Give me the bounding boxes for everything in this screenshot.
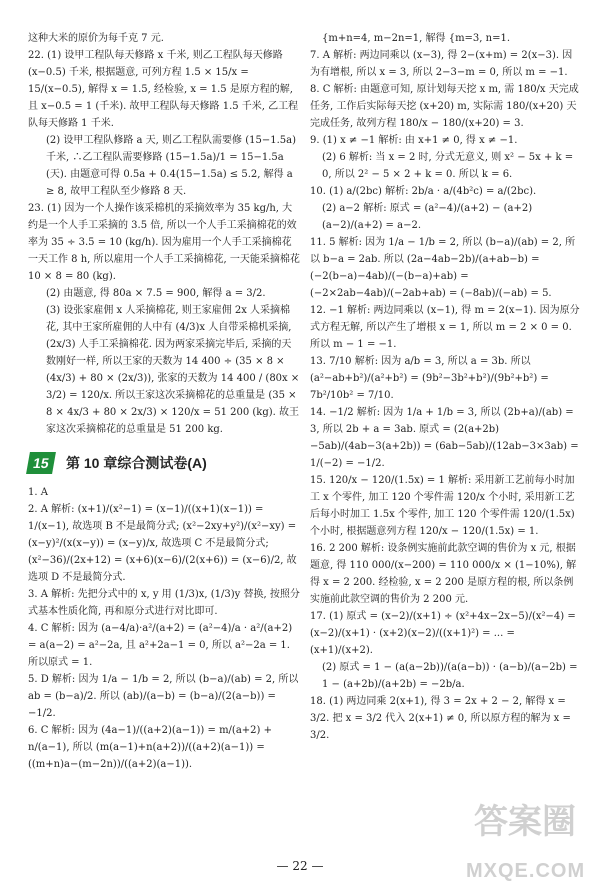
answer-15: 15. 120/x − 120/(1.5x) = 1 解析: 采用新工艺前每小时加工 x 个零件, 加工 120 个零件需 120/x 个小时, 采用新工艺后每小时加工 1.5x 个零件, 加工 120 个零件需 120/(1.5x) 个小时, 根据题意列方程 120/x − 120/(1.5x) = 1. xyxy=(310,475,575,537)
answer-10-2: (2) a−2 解析: 原式 = (a²−4)/(a+2) − (a+2)(a−2)/(a+2) = a−2. xyxy=(322,203,533,231)
answer-7: 7. A 解析: 两边同乘以 (x−3), 得 2−(x+m) = 2(x−3). 因为有增根, 所以 x = 3, 所以 2−3−m = 0, 所以 m = −1. xyxy=(310,50,573,78)
problem-23-part2: (2) 由题意, 得 80a × 7.5 = 900, 解得 a = 3/2. xyxy=(46,288,266,299)
section-title: 第 10 章综合测试卷(A) xyxy=(66,454,207,471)
right-column xyxy=(310,30,580,744)
answer-6-cont: {m+n=4, m−2n=1, 解得 {m=3, n=1. xyxy=(322,33,511,44)
answer-3: 3. A 解析: 先把分式中的 x, y 用 (1/3)x, (1/3)y 替换, 按照分式基本性质化简, 再和原分式进行对比即可. xyxy=(28,589,300,617)
watermark-cn: 答案圈 xyxy=(474,802,576,842)
answer-5: 5. D 解析: 因为 1/a − 1/b = 2, 所以 (b−a)/(ab) = 2, 所以 ab = (b−a)/2. 所以 (ab)/(a−b) = (b−a)/(2(a−b)) = −1/2. xyxy=(28,674,299,719)
answer-13: 13. 7/10 解析: 因为 a/b = 3, 所以 a = 3b. 所以 (a²−ab+b²)/(a²+b²) = (9b²−3b²+b²)/(9b²+b²) = 7b²/10b² = 7/10. xyxy=(310,356,549,401)
left-column xyxy=(28,30,300,773)
text-line: 这种大米的原价为每千克 7 元. xyxy=(28,33,164,44)
problem-23-part1: 23. (1) 因为一个人操作该采棉机的采摘效率为 35 kg/h, 大约是一个人手工采摘的 3.5 倍, 所以一个人手工采摘棉花的效率为 35 ÷ 3.5 = 10 (kg/h). 因为雇用一个人手工采摘棉花一天工作 8 h, 所以雇用一个人手工采摘棉花, 一天能采摘棉花 10 × 8 = 80 (kg). xyxy=(28,203,300,282)
answer-8: 8. C 解析: 由题意可知, 原计划每天挖 x m, 需 180/x 天完成任务, 工作后实际每天挖 (x+20) m, 实际需 180/(x+20) 天完成任务, 故列方程 180/x − 180/(x+20) = 3. xyxy=(310,84,579,129)
answer-17-2: (2) 原式 = 1 − (a(a−2b))/(a(a−b)) · (a−b)/(a−2b) = 1 − (a+2b)/(a+2b) = −2b/a. xyxy=(322,662,578,690)
section-header xyxy=(28,452,300,474)
watermark-domain: MXQE.COM xyxy=(466,860,586,882)
answer-12: 12. −1 解析: 两边同乘以 (x−1), 得 m = 2(x−1). 因为原分式方程无解, 所以产生了增根 x = 1, 所以 m = 2 × 0 = 0. 所以 m − 1 = −1. xyxy=(310,305,580,350)
answer-14: 14. −1/2 解析: 因为 1/a + 1/b = 3, 所以 (2b+a)/(ab) = 3, 所以 2b + a = 3ab. 原式 = (2(a+2b)−5ab)/(4ab−3(a+2b)) = (6ab−5ab)/(12ab−3×3ab) = 1/(−2) = −1/2. xyxy=(310,407,579,469)
problem-22-part2: (2) 设甲工程队修路 a 天, 则乙工程队需要修 (15−1.5a) 千米, ∴乙工程队需要修路 (15−1.5a)/1 = 15−1.5a (天). 由题意可得 0.5a + 0.4(15−1.5a) ≤ 5.2, 解得 a ≥ 8, 故甲工程队至少修路 8 天. xyxy=(46,135,296,197)
answer-1: 1. A xyxy=(28,487,48,498)
problem-23-part3: (3) 设张家雇佣 x 人采摘棉花, 则王家雇佣 2x 人采摘棉花, 其中王家所雇佣的人中有 (4/3)x 人自带采棉机采摘, (2x/3) 人手工采摘棉花. 因为两家采摘完毕后, 采摘的天数刚好一样, 所以王家的天数为 14 400 ÷ (35 × 8 × (4x/3) + 80 × (2x/3)), 张家的天数为 14 400 / (80x × 3/2) = 120/x. 所以王家这次采摘棉花的总重量是 (35 × 8 × 4x/3 + 80 × 2x/3) × 120/x = 51 200 (kg). 故王家这次采摘棉花的总重量是 51 200 kg. xyxy=(46,305,300,435)
answer-10-1: 10. (1) a/(2bc) 解析: 2b/a · a/(4b²c) = a/(2bc). xyxy=(310,186,537,197)
answer-17-1: 17. (1) 原式 = (x−2)/(x+1) ÷ (x²+4x−2x−5)/(x²−4) = (x−2)/(x+1) · (x+2)(x−2)/((x+1)²) = ... = (x+1)/(x+2). xyxy=(310,611,576,656)
problem-22-part1: 22. (1) 设甲工程队每天修路 x 千米, 则乙工程队每天修路 (x−0.5) 千米, 根据题意, 可列方程 1.5 × 15/x = 15/(x−0.5), 解得 x = 1.5, 经检验, x = 1.5 是原方程的解, 且 x−0.5 = 1 (千米). 故甲工程队每天修路 1.5 千米, 乙工程队每天修路 1 千米. xyxy=(28,50,299,129)
answer-11: 11. 5 解析: 因为 1/a − 1/b = 2, 所以 (b−a)/(ab) = 2, 所以 b−a = 2ab. 所以 (2a−4ab−2b)/(a+ab−b) = (−2(b−a)−4ab)/(−(b−a)+ab) = (−2×2ab−4ab)/(−2ab+ab) = (−8ab)/(−ab) = 5. xyxy=(310,237,576,299)
answer-18: 18. (1) 两边同乘 2(x+1), 得 3 = 2x + 2 − 2, 解得 x = 3/2. 把 x = 3/2 代入 2(x+1) ≠ 0, 所以原方程的解为 x = 3/2. xyxy=(310,696,571,741)
section-number-badge: 15 xyxy=(26,452,56,474)
answer-9-2: (2) 6 解析: 当 x = 2 时, 分式无意义, 则 x² − 5x + k = 0, 所以 2² − 5 × 2 + k = 0. 所以 k = 6. xyxy=(322,152,574,180)
answer-16: 16. 2 200 解析: 设条例实施前此款空调的售价为 x 元, 根据题意, 得 110 000/(x−200) = 110 000/x × (1−10%), 解得 x = 2 200. 经检验, x = 2 200 是原方程的根, 所以条例实施前此款空调的售价为 2 200 元. xyxy=(310,543,577,605)
answer-6: 6. C 解析: 因为 (4a−1)/((a+2)(a−1)) = m/(a+2) + n/(a−1), 所以 (m(a−1)+n(a+2))/((a+2)(a−1)) = ((m+n)a−(m−2n))/((a+2)(a−1)). xyxy=(28,725,272,770)
answer-4: 4. C 解析: 因为 (a−4/a)·a²/(a+2) = (a²−4)/a · a²/(a+2) = a(a−2) = a²−2a, 且 a²+2a−1 = 0, 所以 a²−2a = 1. 所以原式 = 1. xyxy=(28,623,293,668)
watermark-logo xyxy=(452,802,592,882)
answer-2: 2. A 解析: (x+1)/(x²−1) = (x−1)/((x+1)(x−1)) = 1/(x−1), 故选项 B 不是最简分式; (x²−2xy+y²)/(x²−xy) = (x−y)²/(x(x−y)) = (x−y)/x, 故选项 C 不是最简分式; (x²−36)/(2x+12) = (x+6)(x−6)/(2(x+6)) = (x−6)/2, 故选项 D 不是最简分式. xyxy=(28,504,297,583)
page-number: — 22 — xyxy=(276,859,324,873)
answer-9-1: 9. (1) x ≠ −1 解析: 由 x+1 ≠ 0, 得 x ≠ −1. xyxy=(310,135,518,146)
